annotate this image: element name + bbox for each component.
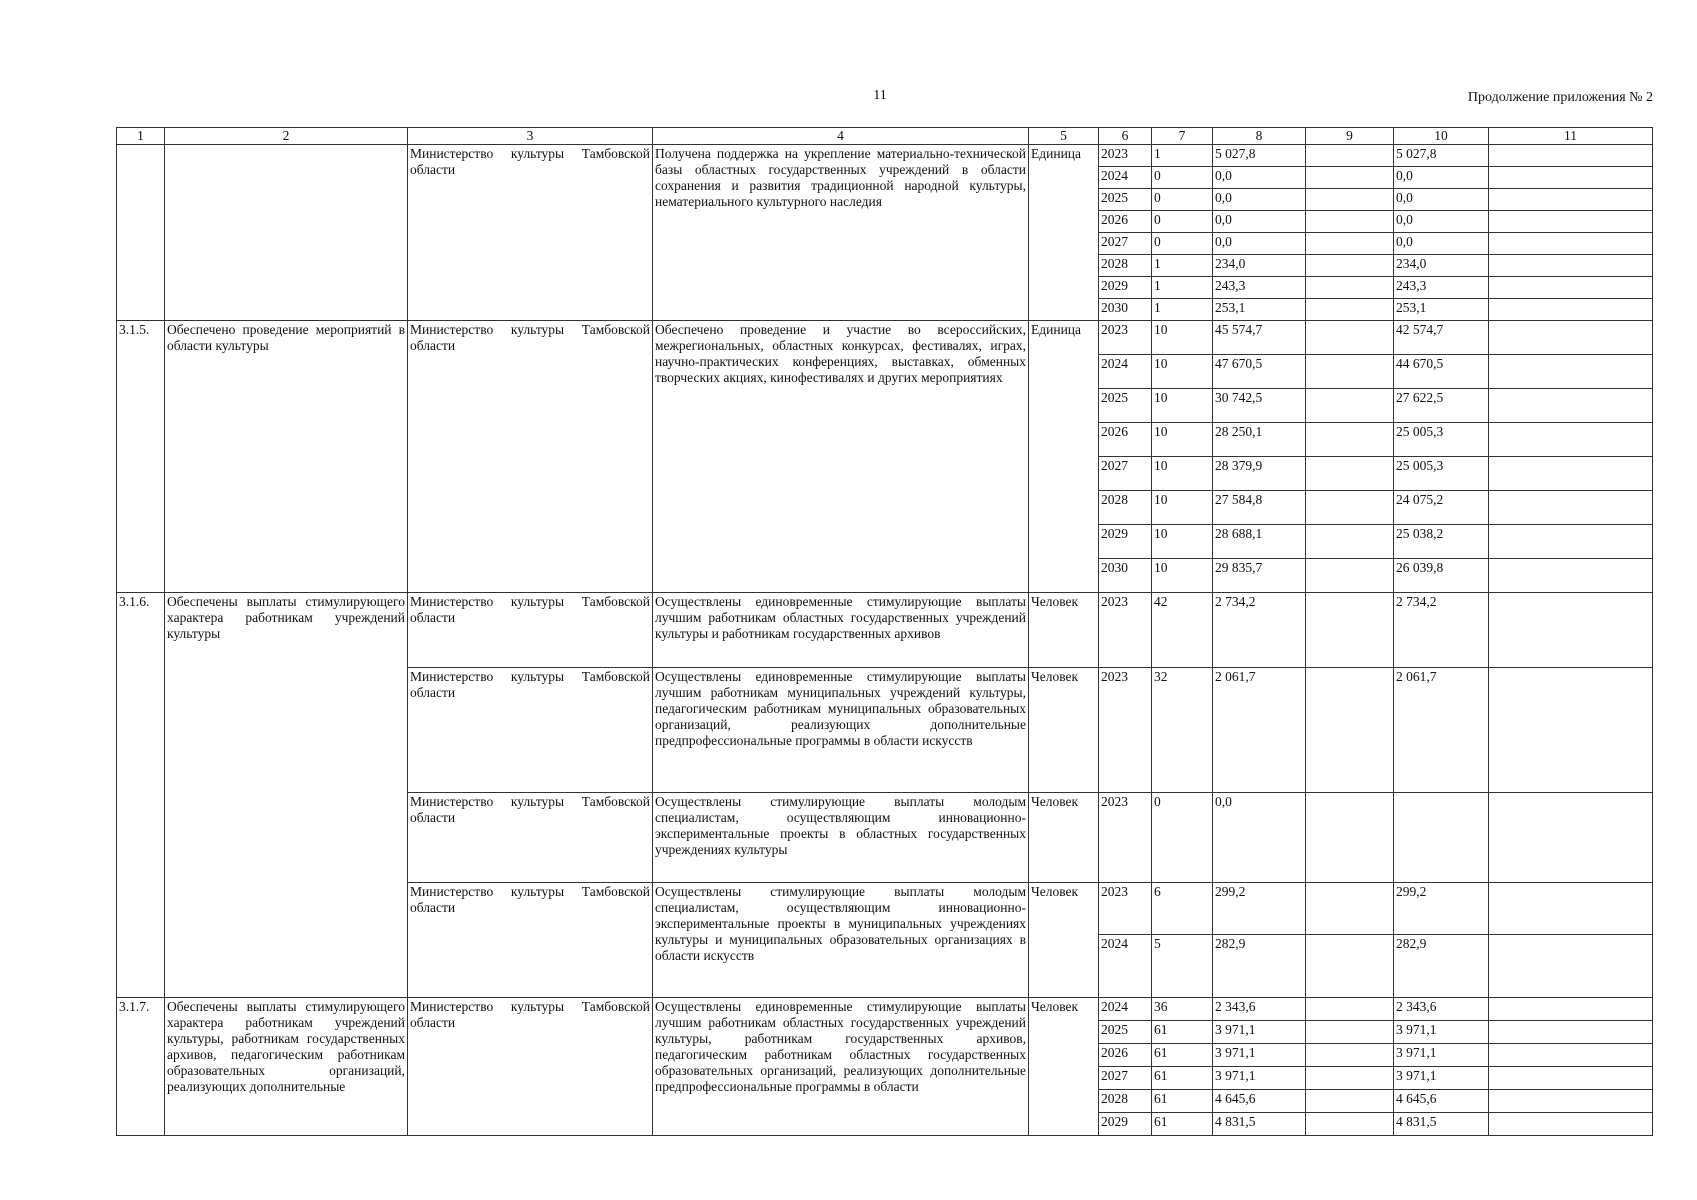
regional-cell: 253,1 (1394, 299, 1489, 321)
municipal-cell (1489, 211, 1653, 233)
column-number-row (117, 128, 1653, 145)
column-number-5: 5 (1029, 128, 1099, 145)
federal-cell (1306, 277, 1394, 299)
item-name: Обеспечено проведение мероприятий в области культуры (165, 321, 408, 593)
year-cell: 2027 (1099, 457, 1152, 491)
municipal-cell (1489, 389, 1653, 423)
municipal-cell (1489, 233, 1653, 255)
executor: Министерство культуры Тамбовской области (408, 793, 653, 883)
municipal-cell (1489, 145, 1653, 167)
municipal-cell (1489, 793, 1653, 883)
federal-cell (1306, 668, 1394, 793)
regional-cell: 4 831,5 (1394, 1113, 1489, 1136)
municipal-cell (1489, 559, 1653, 593)
year-cell: 2029 (1099, 277, 1152, 299)
municipal-cell (1489, 167, 1653, 189)
count-cell: 5 (1152, 935, 1213, 998)
year-cell: 2029 (1099, 1113, 1152, 1136)
federal-cell (1306, 255, 1394, 277)
item-name: Обеспечены выплаты стимулирующего характера работникам учреждений культуры, работникам государственных архивов, педагогическим работникам образовательных организаций, реализующих дополнительные (165, 998, 408, 1136)
municipal-cell (1489, 491, 1653, 525)
regional-cell: 0,0 (1394, 189, 1489, 211)
year-cell: 2028 (1099, 491, 1152, 525)
count-cell: 0 (1152, 189, 1213, 211)
municipal-cell (1489, 525, 1653, 559)
year-cell: 2024 (1099, 935, 1152, 998)
federal-cell (1306, 593, 1394, 668)
column-number-10: 10 (1394, 128, 1489, 145)
unit-of-measure: Единица (1029, 321, 1099, 593)
year-cell: 2024 (1099, 167, 1152, 189)
count-cell: 1 (1152, 255, 1213, 277)
federal-cell (1306, 998, 1394, 1021)
federal-cell (1306, 793, 1394, 883)
municipal-cell (1489, 423, 1653, 457)
federal-cell (1306, 935, 1394, 998)
municipal-cell (1489, 277, 1653, 299)
regional-cell: 0,0 (1394, 211, 1489, 233)
count-cell: 0 (1152, 167, 1213, 189)
count-cell: 32 (1152, 668, 1213, 793)
column-number-6: 6 (1099, 128, 1152, 145)
count-cell: 10 (1152, 321, 1213, 355)
total-cell: 0,0 (1213, 189, 1306, 211)
year-cell: 2023 (1099, 883, 1152, 935)
total-cell: 2 734,2 (1213, 593, 1306, 668)
federal-cell (1306, 1044, 1394, 1067)
unit-of-measure: Единица (1029, 145, 1099, 321)
regional-cell: 42 574,7 (1394, 321, 1489, 355)
table-row (117, 998, 1653, 1021)
count-cell: 36 (1152, 998, 1213, 1021)
total-cell: 253,1 (1213, 299, 1306, 321)
appendix-caption: Продолжение приложения № 2 (1467, 90, 1653, 105)
regional-cell: 27 622,5 (1394, 389, 1489, 423)
count-cell: 6 (1152, 883, 1213, 935)
total-cell: 243,3 (1213, 277, 1306, 299)
count-cell: 10 (1152, 423, 1213, 457)
total-cell: 2 343,6 (1213, 998, 1306, 1021)
year-cell: 2025 (1099, 1021, 1152, 1044)
regional-cell: 282,9 (1394, 935, 1489, 998)
municipal-cell (1489, 299, 1653, 321)
year-cell: 2029 (1099, 525, 1152, 559)
count-cell: 0 (1152, 793, 1213, 883)
year-cell: 2027 (1099, 1067, 1152, 1090)
total-cell: 29 835,7 (1213, 559, 1306, 593)
municipal-cell (1489, 1113, 1653, 1136)
count-cell: 42 (1152, 593, 1213, 668)
year-cell: 2025 (1099, 389, 1152, 423)
year-cell: 2027 (1099, 233, 1152, 255)
regional-cell (1394, 793, 1489, 883)
municipal-cell (1489, 998, 1653, 1021)
total-cell: 47 670,5 (1213, 355, 1306, 389)
regional-cell: 4 645,6 (1394, 1090, 1489, 1113)
total-cell: 3 971,1 (1213, 1067, 1306, 1090)
result-description: Обеспечено проведение и участие во всероссийских, межрегиональных, областных конкурсах, фестивалях, играх, научно-практических конференциях, выставках, обменных творческих акциях, кинофестивалях и других мероприятиях (653, 321, 1029, 593)
federal-cell (1306, 211, 1394, 233)
municipal-cell (1489, 355, 1653, 389)
total-cell: 4 831,5 (1213, 1113, 1306, 1136)
federal-cell (1306, 1090, 1394, 1113)
federal-cell (1306, 559, 1394, 593)
municipal-cell (1489, 1090, 1653, 1113)
regional-cell: 2 734,2 (1394, 593, 1489, 668)
federal-cell (1306, 321, 1394, 355)
column-number-7: 7 (1152, 128, 1213, 145)
regional-cell: 3 971,1 (1394, 1044, 1489, 1067)
column-number-9: 9 (1306, 128, 1394, 145)
year-cell: 2024 (1099, 998, 1152, 1021)
year-cell: 2030 (1099, 299, 1152, 321)
total-cell: 0,0 (1213, 211, 1306, 233)
year-cell: 2026 (1099, 211, 1152, 233)
regional-cell: 3 971,1 (1394, 1021, 1489, 1044)
total-cell: 234,0 (1213, 255, 1306, 277)
regional-cell: 0,0 (1394, 167, 1489, 189)
count-cell: 10 (1152, 389, 1213, 423)
federal-cell (1306, 355, 1394, 389)
total-cell: 0,0 (1213, 793, 1306, 883)
total-cell: 3 971,1 (1213, 1021, 1306, 1044)
year-cell: 2028 (1099, 255, 1152, 277)
count-cell: 10 (1152, 355, 1213, 389)
year-cell: 2025 (1099, 189, 1152, 211)
federal-cell (1306, 145, 1394, 167)
total-cell: 4 645,6 (1213, 1090, 1306, 1113)
executor: Министерство культуры Тамбовской области (408, 883, 653, 998)
municipal-cell (1489, 189, 1653, 211)
federal-cell (1306, 1113, 1394, 1136)
unit-of-measure: Человек (1029, 883, 1099, 998)
table-row (117, 321, 1653, 355)
count-cell: 61 (1152, 1090, 1213, 1113)
count-cell: 61 (1152, 1113, 1213, 1136)
item-name (165, 145, 408, 321)
page-number: 11 (873, 88, 887, 103)
municipal-cell (1489, 935, 1653, 998)
year-cell: 2026 (1099, 1044, 1152, 1067)
column-number-11: 11 (1489, 128, 1653, 145)
count-cell: 10 (1152, 525, 1213, 559)
regional-cell: 25 038,2 (1394, 525, 1489, 559)
total-cell: 28 688,1 (1213, 525, 1306, 559)
unit-of-measure: Человек (1029, 793, 1099, 883)
executor: Министерство культуры Тамбовской области (408, 593, 653, 668)
count-cell: 0 (1152, 233, 1213, 255)
federal-cell (1306, 883, 1394, 935)
year-cell: 2023 (1099, 145, 1152, 167)
year-cell: 2023 (1099, 793, 1152, 883)
column-number-8: 8 (1213, 128, 1306, 145)
result-description: Получена поддержка на укрепление материально-технической базы областных государственных учреждений в области сохранения и развития традиционной народной культуры, нематериального культурного наследия (653, 145, 1029, 321)
count-cell: 10 (1152, 559, 1213, 593)
regional-cell: 44 670,5 (1394, 355, 1489, 389)
municipal-cell (1489, 457, 1653, 491)
total-cell: 27 584,8 (1213, 491, 1306, 525)
regional-cell: 2 061,7 (1394, 668, 1489, 793)
total-cell: 2 061,7 (1213, 668, 1306, 793)
federal-cell (1306, 389, 1394, 423)
total-cell: 30 742,5 (1213, 389, 1306, 423)
result-description: Осуществлены стимулирующие выплаты молодым специалистам, осуществляющим инновационно-экспериментальные проекты в муниципальных учреждениях культуры и муниципальных образовательных организациях в области искусств (653, 883, 1029, 998)
regional-cell: 5 027,8 (1394, 145, 1489, 167)
year-cell: 2023 (1099, 593, 1152, 668)
total-cell: 0,0 (1213, 233, 1306, 255)
count-cell: 10 (1152, 457, 1213, 491)
regional-cell: 26 039,8 (1394, 559, 1489, 593)
result-description: Осуществлены единовременные стимулирующие выплаты лучшим работникам областных государственных учреждений культуры, работникам государственных архивов, педагогическим работникам областных государственных образовательных организаций, реализующих дополнительные предпрофессиональные программы в области (653, 998, 1029, 1136)
year-cell: 2023 (1099, 668, 1152, 793)
column-number-2: 2 (165, 128, 408, 145)
year-cell: 2026 (1099, 423, 1152, 457)
federal-cell (1306, 167, 1394, 189)
executor: Министерство культуры Тамбовской области (408, 145, 653, 321)
federal-cell (1306, 457, 1394, 491)
count-cell: 61 (1152, 1067, 1213, 1090)
municipal-cell (1489, 593, 1653, 668)
year-cell: 2024 (1099, 355, 1152, 389)
municipal-cell (1489, 1044, 1653, 1067)
federal-cell (1306, 491, 1394, 525)
unit-of-measure: Человек (1029, 668, 1099, 793)
total-cell: 3 971,1 (1213, 1044, 1306, 1067)
unit-of-measure: Человек (1029, 998, 1099, 1136)
municipal-cell (1489, 883, 1653, 935)
regional-cell: 3 971,1 (1394, 1067, 1489, 1090)
regional-cell: 24 075,2 (1394, 491, 1489, 525)
item-number (117, 145, 165, 321)
count-cell: 61 (1152, 1021, 1213, 1044)
federal-cell (1306, 525, 1394, 559)
count-cell: 1 (1152, 277, 1213, 299)
regional-cell: 0,0 (1394, 233, 1489, 255)
municipal-cell (1489, 255, 1653, 277)
table-row (117, 593, 1653, 668)
federal-cell (1306, 299, 1394, 321)
result-description: Осуществлены единовременные стимулирующие выплаты лучшим работникам областных государственных учреждений культуры и работникам государственных архивов (653, 593, 1029, 668)
federal-cell (1306, 1021, 1394, 1044)
municipal-cell (1489, 321, 1653, 355)
count-cell: 10 (1152, 491, 1213, 525)
municipal-cell (1489, 668, 1653, 793)
program-table (116, 127, 1653, 1136)
municipal-cell (1489, 1021, 1653, 1044)
total-cell: 282,9 (1213, 935, 1306, 998)
count-cell: 61 (1152, 1044, 1213, 1067)
total-cell: 28 250,1 (1213, 423, 1306, 457)
count-cell: 1 (1152, 145, 1213, 167)
regional-cell: 299,2 (1394, 883, 1489, 935)
regional-cell: 234,0 (1394, 255, 1489, 277)
item-number: 3.1.7. (117, 998, 165, 1136)
year-cell: 2030 (1099, 559, 1152, 593)
total-cell: 28 379,9 (1213, 457, 1306, 491)
regional-cell: 2 343,6 (1394, 998, 1489, 1021)
regional-cell: 243,3 (1394, 277, 1489, 299)
item-number: 3.1.5. (117, 321, 165, 593)
year-cell: 2028 (1099, 1090, 1152, 1113)
federal-cell (1306, 1067, 1394, 1090)
executor: Министерство культуры Тамбовской области (408, 668, 653, 793)
item-number: 3.1.6. (117, 593, 165, 998)
federal-cell (1306, 233, 1394, 255)
total-cell: 0,0 (1213, 167, 1306, 189)
total-cell: 299,2 (1213, 883, 1306, 935)
municipal-cell (1489, 1067, 1653, 1090)
regional-cell: 25 005,3 (1394, 423, 1489, 457)
unit-of-measure: Человек (1029, 593, 1099, 668)
result-description: Осуществлены стимулирующие выплаты молодым специалистам, осуществляющим инновационно-экспериментальные проекты в областных государственных учреждениях культуры (653, 793, 1029, 883)
year-cell: 2023 (1099, 321, 1152, 355)
item-name: Обеспечены выплаты стимулирующего характера работникам учреждений культуры (165, 593, 408, 998)
regional-cell: 25 005,3 (1394, 457, 1489, 491)
result-description: Осуществлены единовременные стимулирующие выплаты лучшим работникам муниципальных учреждений культуры, педагогическим работникам муниципальных образовательных организаций, реализующих дополнительные предпрофессиональные программы в области искусств (653, 668, 1029, 793)
column-number-1: 1 (117, 128, 165, 145)
total-cell: 45 574,7 (1213, 321, 1306, 355)
table-row (117, 145, 1653, 167)
executor: Министерство культуры Тамбовской области (408, 998, 653, 1136)
count-cell: 1 (1152, 299, 1213, 321)
federal-cell (1306, 423, 1394, 457)
executor: Министерство культуры Тамбовской области (408, 321, 653, 593)
column-number-3: 3 (408, 128, 653, 145)
total-cell: 5 027,8 (1213, 145, 1306, 167)
federal-cell (1306, 189, 1394, 211)
column-number-4: 4 (653, 128, 1029, 145)
count-cell: 0 (1152, 211, 1213, 233)
